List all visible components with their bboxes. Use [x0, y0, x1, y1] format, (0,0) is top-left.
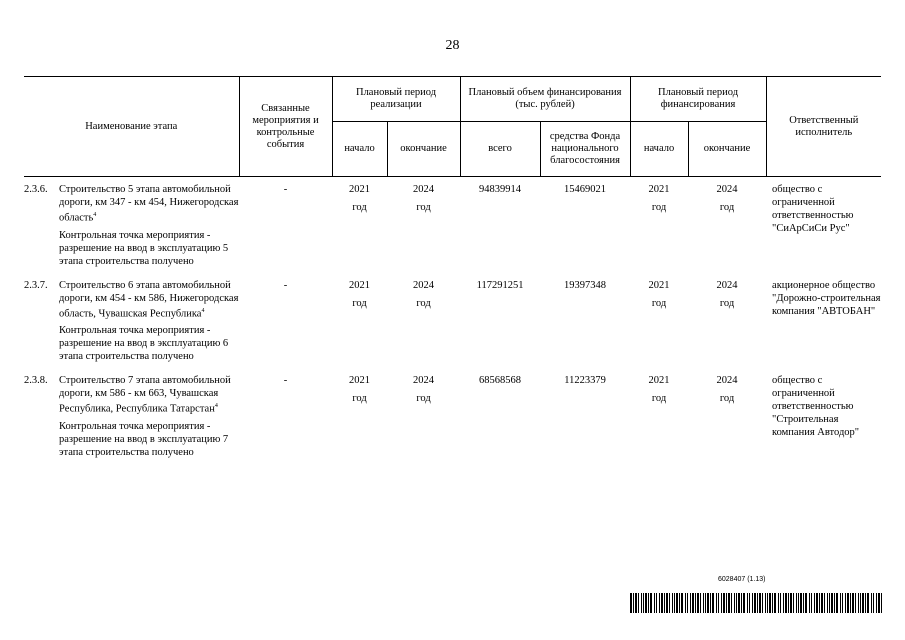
row-total: 68568568 [479, 375, 522, 386]
row-name-cell [59, 273, 239, 369]
fin-end-unit: год [719, 297, 735, 309]
table-row [24, 273, 881, 369]
barcode-bars [630, 593, 882, 613]
row-end [387, 177, 460, 273]
table-row [24, 177, 881, 273]
header-related: Связанные мероприятия и контрольные события [239, 77, 332, 177]
fin-start-year: 2021 [648, 184, 670, 195]
fin-end-unit: год [719, 393, 735, 404]
row-related: - [283, 375, 288, 386]
row-title [59, 177, 239, 225]
start-year: 2021 [349, 279, 371, 291]
fin-start-year: 2021 [648, 375, 670, 386]
header-fin-start: начало [630, 122, 688, 177]
finance-table [24, 76, 881, 464]
row-number: 2.3.6. [24, 184, 48, 195]
fin-start-unit: год [651, 297, 667, 309]
fin-start-unit: год [651, 393, 667, 404]
row-total: 94839914 [479, 184, 522, 195]
row-fin-end [688, 177, 766, 273]
barcode [630, 583, 882, 613]
row-start [332, 368, 387, 464]
row-title-text: Строительство 7 этапа автомобильной дороги, км 586 - км 663, Чувашская Республика, Республика Татарстан [59, 375, 231, 415]
row-title-text: Строительство 6 этапа автомобильной дороги, км 454 - км 586, Нижегородская область, Чувашская Республика [59, 279, 239, 319]
end-unit: год [416, 202, 431, 213]
start-year: 2021 [349, 184, 371, 195]
barcode-label: 6028407 (1.13) [718, 576, 766, 583]
row-fund: 11223379 [564, 375, 606, 386]
fin-end-year: 2024 [716, 279, 738, 291]
row-fin-start [630, 368, 688, 464]
header-name: Наименование этапа [24, 77, 239, 177]
row-responsible: общество с ограниченной ответственностью "Строительная компания Автодор" [772, 375, 860, 438]
end-year: 2024 [413, 279, 435, 291]
footnote-ref: 4 [93, 212, 97, 218]
row-title [59, 273, 239, 321]
end-unit: год [416, 297, 431, 309]
row-checkpoint: Контрольная точка мероприятия - разрешение на ввод в эксплуатацию 7 этапа строительства получено [59, 420, 229, 458]
row-title [59, 368, 239, 416]
table-row [24, 368, 881, 464]
row-fin-start [630, 177, 688, 273]
fin-start-unit: год [651, 202, 667, 213]
row-checkpoint: Контрольная точка мероприятия - разрешение на ввод в эксплуатацию 5 этапа строительства получено [59, 229, 229, 267]
row-start [332, 273, 387, 369]
row-fund: 15469021 [564, 184, 607, 195]
fin-start-year: 2021 [648, 279, 670, 291]
end-year: 2024 [413, 184, 435, 195]
start-unit: год [352, 393, 367, 404]
row-end [387, 368, 460, 464]
row-number: 2.3.8. [24, 375, 48, 386]
start-year: 2021 [349, 375, 371, 386]
header-period: Плановый период реализации [332, 77, 460, 122]
row-number: 2.3.7. [24, 279, 48, 291]
header-total: всего [460, 122, 540, 177]
row-responsible: акционерное общество "Дорожно-строительная компания "АВТОБАН" [772, 279, 881, 317]
row-name-cell [59, 368, 239, 464]
row-fin-start [630, 273, 688, 369]
row-title-text: Строительство 5 этапа автомобильной дороги, км 347 - км 454, Нижегородская область [59, 184, 239, 224]
footnote-ref: 4 [214, 403, 218, 409]
row-responsible: общество с ограниченной ответственностью "СиАрСиСи Рус" [772, 184, 854, 234]
header-fin-end: окончание [688, 122, 766, 177]
header-responsible: Ответственный исполнитель [766, 77, 881, 177]
footnote-ref: 4 [201, 307, 205, 314]
row-start [332, 177, 387, 273]
row-related: - [283, 184, 288, 195]
end-unit: год [416, 393, 431, 404]
header-fin-period: Плановый период финансирования [630, 77, 766, 122]
start-unit: год [352, 202, 367, 213]
row-fin-end [688, 273, 766, 369]
row-checkpoint: Контрольная точка мероприятия - разрешение на ввод в эксплуатацию 6 этапа строительства получено [59, 325, 229, 362]
row-related: - [283, 279, 288, 291]
row-name-cell [59, 177, 239, 273]
header-volume: Плановый объем финансирования (тыс. рублей) [460, 77, 630, 122]
start-unit: год [352, 297, 367, 309]
row-total: 117291251 [476, 279, 524, 291]
fin-end-unit: год [719, 202, 735, 213]
row-fin-end [688, 368, 766, 464]
header-start: начало [332, 122, 387, 177]
header-end: окончание [387, 122, 460, 177]
header-fund: средства Фонда национального благосостояния [540, 122, 630, 177]
row-end [387, 273, 460, 369]
end-year: 2024 [413, 375, 435, 386]
page-number: 28 [445, 38, 460, 53]
row-fund: 19397348 [564, 279, 607, 291]
fin-end-year: 2024 [716, 375, 738, 386]
fin-end-year: 2024 [716, 184, 738, 195]
